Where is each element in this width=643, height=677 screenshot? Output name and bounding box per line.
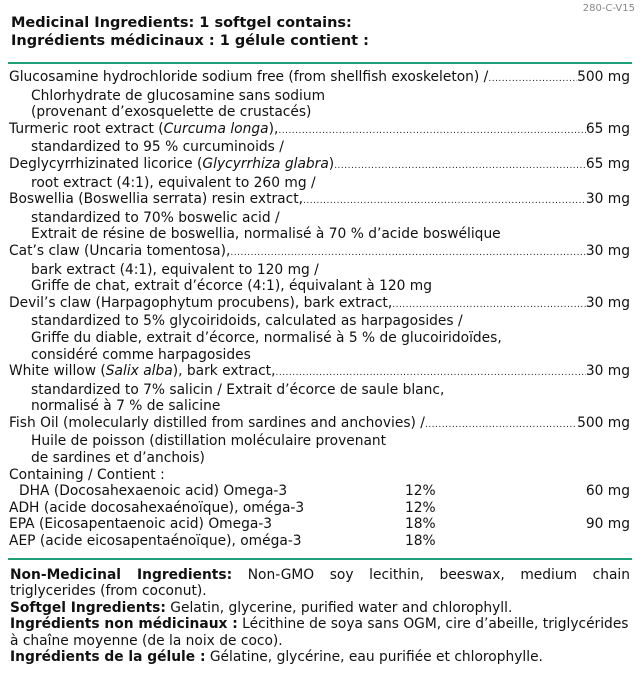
non-medicinal-section [10, 567, 630, 665]
omega-epa: EPA (Eicosapentaenoic acid) Omega-3 18% 90 mg [9, 516, 630, 533]
ingredient-detail: standardized to 70% boswelic acid / [31, 209, 280, 226]
ingredient-detail: normalisé à 7 % de salicine [31, 398, 221, 415]
label-code: 280-C-V15 [582, 3, 635, 14]
ingredient-boswellia: Boswellia (Boswellia serrata) resin extract, ..... 30 mg [9, 191, 630, 210]
ingredient-glucosamine: Glucosamine hydrochloride sodium free (from shellfish exoskeleton) / ..... 500 mg [9, 69, 630, 88]
amount: 65 mg [585, 155, 630, 172]
ingredient-detail: root extract (4:1), equivalent to 260 mg / [31, 174, 316, 191]
amount: 90 mg [585, 516, 630, 533]
ingredient-list [9, 69, 630, 550]
header-english: Medicinal Ingredients: 1 softgel contains: [11, 15, 352, 31]
leader-dots [278, 121, 586, 140]
top-divider [8, 62, 632, 64]
ingredient-detail: standardized to 7% salicin / Extrait d’écorce de saule blanc, [31, 381, 445, 398]
leader-dots [275, 363, 585, 382]
amount: 500 mg [577, 414, 630, 431]
amount: 65 mg [585, 120, 630, 137]
omega-dha: DHA (Docosahexaenoic acid) Omega-3 12% 60 mg [19, 483, 630, 500]
ingredient-detail: Extrait de résine de boswellia, normalisé à 70 % d’acide boswélique [31, 226, 501, 243]
ingredient-detail: considéré comme harpagosides [31, 346, 251, 363]
leader-dots [230, 243, 585, 262]
amount: 60 mg [585, 483, 630, 500]
omega-adh: ADH (acide docosahexaénoïque), oméga-3 12% [9, 500, 630, 517]
ingredient-detail: Chlorhydrate de glucosamine sans sodium [31, 87, 326, 104]
amount: 30 mg [585, 191, 630, 208]
leader-dots [488, 69, 577, 88]
ingredient-detail: Huile de poisson (distillation moléculaire provenant [31, 433, 387, 450]
omega-aep: AEP (acide eicosapentaénoïque), oméga-3 18% [9, 533, 630, 550]
ingredient-detail: Griffe du diable, extrait d’écorce, normalisé à 5 % de glucoiridoïdes, [31, 329, 502, 346]
ingredient-detail: Griffe de chat, extrait d’écorce (4:1), équivalant à 120 mg [31, 278, 433, 295]
header-french: Ingrédients médicinaux : 1 gélule contient : [11, 33, 369, 49]
leader-dots [425, 415, 577, 434]
amount: 30 mg [585, 242, 630, 259]
ingredient-detail: bark extract (4:1), equivalent to 120 mg / [31, 261, 319, 278]
leader-dots [303, 191, 586, 210]
containing-label: Containing / Contient : [9, 466, 165, 483]
ingredient-detail: standardized to 95 % curcuminoids / [31, 139, 284, 156]
ingredient-detail: (provenant d’exosquelette de crustacés) [31, 104, 312, 121]
percent: 12% [405, 499, 436, 516]
ingredient-devils-claw: Devil’s claw (Harpagophytum procubens), bark extract, ..... 30 mg [9, 295, 630, 314]
percent: 18% [405, 516, 436, 533]
ingredient-cats-claw: Cat’s claw (Uncaria tomentosa), ..... 30 mg [9, 243, 630, 262]
leader-dots [392, 295, 586, 314]
softgel-ingredients: Softgel Ingredients: Gelatin, glycerine, purified water and chlorophyll. [10, 599, 513, 616]
percent: 18% [405, 533, 436, 550]
ingredient-detail: standardized to 5% glycoiridoids, calculated as harpagosides / [31, 313, 463, 330]
bottom-divider [8, 558, 632, 560]
latin-name: Salix alba [105, 363, 173, 380]
leader-dots [334, 156, 586, 175]
medicinal-ingredients-header [11, 14, 369, 50]
amount: 30 mg [585, 294, 630, 311]
latin-name: Curcuma longa [163, 120, 269, 137]
ingredient-fish-oil: Fish Oil (molecularly distilled from sardines and anchovies) / ..... 500 mg [9, 415, 630, 434]
ingredients-non-medicinaux: Ingrédients non médicinaux : Lécithine de soya sans OGM, cire d’abeille, triglycérides à chaîne moyenne (de la noix de coco). [10, 616, 629, 649]
percent: 12% [405, 483, 436, 500]
ingredient-licorice: Deglycyrrhizinated licorice (Glycyrrhiza glabra) ..... 65 mg [9, 156, 630, 175]
latin-name: Glycyrrhiza glabra [202, 155, 329, 172]
ingredient-turmeric: Turmeric root extract (Curcuma longa), ..... 65 mg [9, 121, 630, 140]
ingredients-gelule: Ingrédients de la gélule : Gélatine, glycérine, eau purifiée et chlorophylle. [10, 649, 543, 666]
non-medicinal-ingredients: Non-Medicinal Ingredients: Non-GMO soy lecithin, beeswax, medium chain triglycerides (from coconut). [10, 567, 630, 600]
ingredient-detail: de sardines et d’anchois) [31, 450, 205, 467]
amount: 30 mg [585, 363, 630, 380]
ingredient-white-willow: White willow (Salix alba), bark extract, ..... 30 mg [9, 363, 630, 382]
amount: 500 mg [577, 69, 630, 85]
